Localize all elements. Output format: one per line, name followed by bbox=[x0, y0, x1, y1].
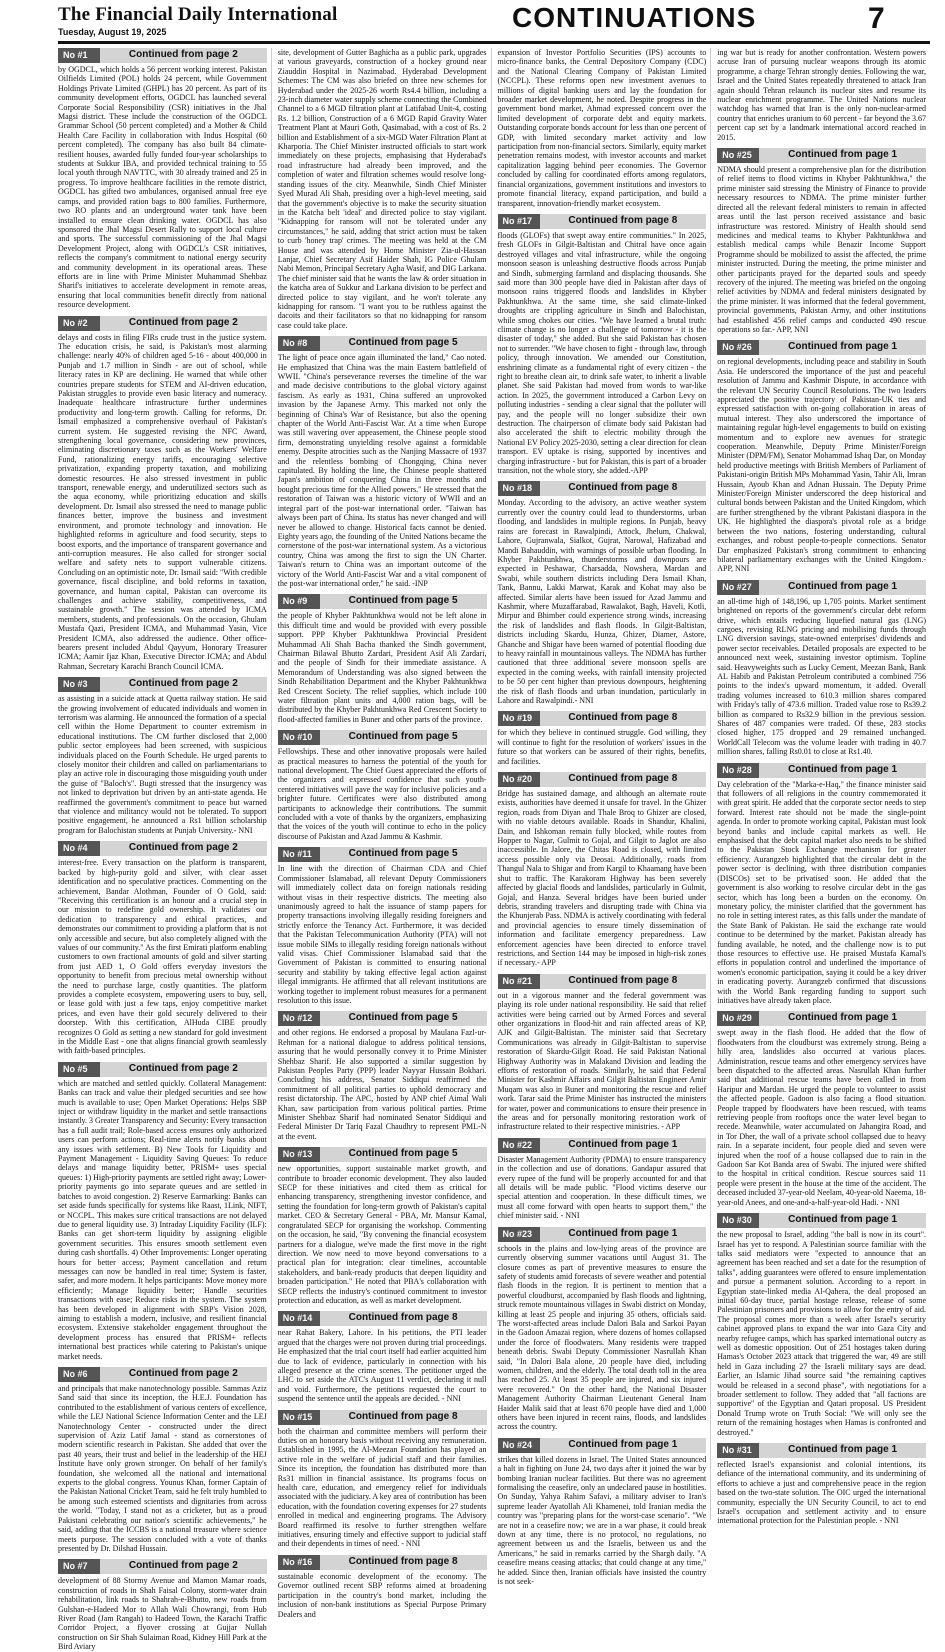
story-continued-label: Continued from page 5 bbox=[348, 595, 458, 607]
story bbox=[278, 1011, 487, 1141]
story-number: No #27 bbox=[717, 580, 759, 595]
story-body: In line with the direction of Chairman CDA and Chief Commissioner Islamabad, all relevant Deputy Commissioners will immediately collect data on foreign nationals residing without visas in their respective districts. The meeting also unanimously agreed to halt the issuance of stamp papers for property transactions involving illegally residing foreigners and strictly enforce the Tenancy Act. Furthermore, it was decided that the Pakistan Telecommunication Authority (PTA) will not issue mobile SIMs to illegally residing foreign nationals without valid visas. Chief Commissioner Islamabad said that the Government of Pakistan is committed to ensuring national security and stability by taking effective legal action against illegal immigrants. He affirmed that all relevant institutions are working together to implement robust measures for a permanent resolution to this issue. bbox=[277, 864, 487, 1005]
story-header bbox=[58, 1559, 267, 1574]
story-body: The light of peace once again illuminated the land," Cao noted. He emphasized that China was the main Eastern battlefield of WWII. "China's perseverance reverses the timeline of the war and made decisive contributions to the global victory against fascism. As early as 1931, China suffered an unprovoked invasion by the Japanese Army. This marked not only the beginning of China's War of Resistance, but also the opening chapter of the World Anti-Fascist War. At a time when Europe was still wavering over appeasement, the Chinese people stood firm, demonstrating unyielding resolve against a formidable enemy. Despite atrocities such as the Nanjing Massacre of 1937 and the relentless bombing of Chongqing, China never capitulated. By holding the line, the Chinese people shattered Japan's ambition of conquering China in three months and bought precious time for the Allied powers." He stressed that the restoration of Taiwan was a historic victory of WWII and an integral part of the post-war international order. "Taiwan has always been part of China. Its status has never changed and will never be allowed to change. Historical facts cannot be denied. Eighty years ago, the founding of the United Nations became the cornerstone of the post-war international system. As a victorious country, China was among the first to sign the UN Charter. Taiwan's return to China was an important outcome of the victory of the World Anti-Fascist War and a vital component of the post-war international order," he said. -INP bbox=[277, 353, 487, 588]
story-header bbox=[498, 481, 707, 496]
story-number: No #1 bbox=[58, 48, 100, 63]
story-header bbox=[498, 1438, 707, 1453]
story-body: Disaster Management Authority (PDMA) to ensure transparency in the collection and use of donations. Gandapur assured that every rupee of the fund will be properly accounted for and that all details will be made public. "Flood victims deserve our special attention and cooperation. In these difficult times, we must all come forward with open hearts to support them," the chief minister said. - NNI bbox=[497, 1154, 707, 1221]
story bbox=[278, 847, 487, 1005]
story-number: No #28 bbox=[717, 763, 759, 778]
story bbox=[717, 763, 926, 1006]
story-header bbox=[58, 1062, 267, 1077]
story bbox=[498, 481, 707, 705]
story-number: No #6 bbox=[58, 1367, 100, 1382]
story-number: No #3 bbox=[58, 677, 100, 692]
story-continued-label: Continued from page 1 bbox=[788, 1444, 898, 1456]
story-continued-label: Continued from page 8 bbox=[568, 712, 678, 724]
story-header bbox=[278, 847, 487, 862]
story-header bbox=[498, 974, 707, 989]
story-number: No #30 bbox=[717, 1213, 759, 1228]
story bbox=[717, 1443, 926, 1526]
story-header bbox=[717, 1011, 926, 1026]
story-continued-label: Continued from page 2 bbox=[128, 1368, 238, 1379]
story bbox=[717, 1213, 926, 1437]
story-header bbox=[278, 594, 487, 609]
story bbox=[58, 1062, 267, 1361]
story-body: interest-free. Every transaction on the platform is transparent, backed by high-purity gold and silver, with clear asset identification and no speculative practices. Commenting on the achievement, Bandar Alothman, Founder of O Gold, said: "Receiving this certification is an honour and a crucial step in our mission to redefine gold ownership. It validates our dedication to transparency and ethical practices, and demonstrates our commitment to providing a platform that is not only accessible and secure, but also completely aligned with the values of our community." As the first Emirati platform enabling customers to own fractional amounts of gold and silver starting from just AED 1, O Gold offers everyday investors the opportunity to benefit from precious metal ownership without the need to purchase large, costly quantities. The platform provides a complete ecosystem, empowering users to buy, sell, or lease gold with just a few taps, enjoy competitive market prices, and even have their gold securely delivered to their doorstep. With this certification, AlHuda CIBE proudly recognizes O Gold as setting a new standard for gold investment in the Middle East - one that aligns financial growth seamlessly with faith-based principles. bbox=[58, 858, 267, 1056]
story-continued-label: Continued from page 8 bbox=[348, 1312, 458, 1324]
story-number: No #14 bbox=[278, 1311, 320, 1326]
story-body: strikes that killed dozens in Israel. The United States announced a halt in fighting on June 24, two days after it joined the war by bombing Iranian nuclear facilities. But there was no agreement formalising the ceasefire, only an undeclared pause in hostilities. On Sunday, Yahya Rahim Safavi, a military adviser to Iran's supreme leader Ayatollah Ali Khamenei, told Iranian media the country was "preparing plans for the worst-case scenario". "We are not in a ceasefire now; we are in a war phase, it could break down at any time, there is no protocol, no regulations, no agreement between us and the Israelis, between us and the Americans," he said in remarks carried by the Shargh daily. "A ceasefire means ceasing attacks; that could change at any time," he added. Since then, Iranian officials have insisted the country is not seek- bbox=[497, 1454, 707, 1587]
story bbox=[498, 1438, 707, 1587]
publication-name: The Financial Daily International bbox=[58, 4, 338, 25]
story-body: as assisting in a suicide attack at Quetta railway station. He said the growing involvement of educated individuals and women in terrorism was alarming. He announced the formation of a special cell within the Home Department to counter extremism in educational institutions. The CM further disclosed that 2,000 public sector employees had been screened, with suspicious individuals placed on the Fourth Schedule. He urged parents to closely monitor their children and called on parliamentarians to play an active role in discouraging those misguiding youth under the guise of "Baloch's". Bugti stressed that the insurgency was not linked to deprivation but driven by an anti-state agenda. He reaffirmed the government's commitment to peace but warned that violence and militancy would not be tolerated. To support positive engagement, he announced a Rs1 billion scholarship program for Balochistan students at Punjab University.- NNI bbox=[58, 694, 267, 835]
story-body: the people of Khyber Pakhtunkhwa would not be left alone in this difficult time and would be provided with every possible support. PPP Khyber Pakhtunkhwa Provincial President Muhammad Ali Shah Bacha thanked the Sindh government, Chairman Bilawal Bhutto Zardari, President Asif Ali Zardari, and the people of Sindh for their immediate assistance. A Memorandum of Understanding was also signed between the Sindh Rehabilitation Department and the Khyber Pakhtunkhwa Red Crescent Society. The relief supplies, which include 100 water filtration plant units and 4,000 ration bags, will be distributed by the Khyber Pakhtunkhwa Red Crescent Society to flood-affected families in Buner and other parts of the province. bbox=[277, 611, 487, 724]
story bbox=[58, 677, 267, 835]
story bbox=[278, 1410, 487, 1549]
story-body: site, development of Gutter Baghicha as a public park, upgrades at various graveyards, construction of a hockey ground near Ziauddin Hospital in Nazimabad. Hyderabad Development Schemes: The CM was also briefed on three new schemes for Hyderabad under the 2025-26 worth Rs4.4 billion, including a 23-inch diameter water supply scheme connecting the Combined Channel to a 6 MGD filtration plant at Latifabad Unit-4, costing Rs. 1.2 billion, Construction of a 6 MGD Rapid Gravity Water Treatment Plant at Mauri Goth, Qasimabad, with a cost of Rs. 2 billion and Establishment of a six-MGD Water Filtration Plant at Kharporia. The Chief Minister instructed officials to start work immediately on these projects, emphasising that Hyderabad's road infrastructure had already been improved, and the completion of water and filtration schemes would resolve long-standing issues of the city. Meanwhile, Sindh Chief Minister Syed Murad Ali Shah, presiding over a high-level meeting, said that the government's objective is to make the security situation in the Katcha belt 'ideal' and directed police to stay vigilant. "Kidnapping for ransom will not be tolerated under any circumstances," he said, adding that strict action must be taken to curb 'honey trap' crimes. The meeting was held at the CM House and was attended by Home Minister Zia-ul-Hassan Lanjar, Chief Secretary Asif Haider Shah, IG Police Ghulam Nabi Memon, Principal Secretary Agha Wasif, and DIG Larkana. The chief minister said that he wants the law & order situation in the katcha area of Sukkur and Larkana division to be perfect and directed police to stay vigilant, and he won't tolerate any kidnapping for ransom. "I want you to be ruthless against the dacoits and their facilitators so that no kidnapping for ransom case could take place. bbox=[277, 48, 487, 330]
story-header bbox=[717, 580, 926, 595]
story-continued-label: Continued from page 2 bbox=[128, 49, 238, 60]
story-number: No #10 bbox=[278, 730, 320, 745]
story-body: out in a vigorous manner and the federal government was playing its role under national responsibility. He said that relief activities were being carried out by Armed Forces and several other organizations in flood-hit and rain affected areas of KP, AJK and Gilgit-Baltistan. The minister said that Secretary Communications was already in Gilgit-Baltistan to supervise restoration of Skardu-Gilgit Road. He said Pakistan National Highway Authority was in Malakand Division and leading the efforts of restoration of roads. Similarly, he said that Federal Minister for Kashmir Affairs and Gilgit Baltistan Engineer Amir Muqam was also in Buner and monitoring the rescue and relief work. Tarar said the Prime Minister has instructed the ministers for water, power and communications to ensure their presence in the areas and for personally monitoring restoration work of infrastructure related to their respective ministries. - APP bbox=[497, 990, 707, 1132]
story bbox=[498, 1227, 707, 1432]
story bbox=[278, 1555, 487, 1619]
story-continued-label: Continued from page 5 bbox=[348, 1148, 458, 1160]
story bbox=[58, 1559, 267, 1651]
story-number: No #24 bbox=[498, 1438, 540, 1453]
masthead bbox=[0, 0, 945, 40]
story-header bbox=[58, 677, 267, 692]
story-continued-label: Continued from page 2 bbox=[128, 1560, 238, 1572]
story bbox=[717, 580, 926, 757]
story bbox=[278, 48, 487, 330]
story-number: No #9 bbox=[278, 594, 320, 609]
story-header bbox=[58, 841, 267, 856]
story-continued-label: Continued from page 8 bbox=[348, 1410, 458, 1422]
story-continued-label: Continued from page 5 bbox=[348, 848, 458, 860]
story-header bbox=[498, 1138, 707, 1153]
story-body: floods (GLOFs) that swept away entire communities." In 2025, fresh GLOFs in Gilgit-Baltistan and Chitral have once again destroyed villages and vital infrastructure, while the ongoing monsoon season is unleashing destructive floods across Punjab and Sindh, submerging farmland and displacing thousands. She said more than 300 people have died in Pakistan after days of monsoon rains triggered floods and landslides in Khyber Pakhtunkhwa. At the same time, she said climate-linked droughts are crippling agriculture in Sindh and Balochistan, while smog chokes our cities. "We have learned a brutal truth: climate change is no longer a challenge of tomorrow - it is the disaster of today," she added. But she said Pakistan has chosen not to surrender. "We have chosen to fight - through law, through policy, through innovation. We amended our Constitution, enshrining climate as a fundamental right of every citizen - the right to breathe clean air, to drink safe water, to inherit a livable planet. She said Pakistan had moved from words to war-like action. In 2025, the government introduced a Carbon Levy on polluting industries - sending a clear signal that the polluter will pay, and the people will no longer subsidize their own destruction. The chairperson of climate body said Pakistan had also accelerated the shift to electric mobility through the National EV Policy 2025-2030, setting a clear direction for clean transport. EV uptake is rising, supported by incentives and charging infrastructure - but for Pakistan, this is part of a broader transition, not the whole story, she added.-APP bbox=[497, 230, 707, 476]
story-header bbox=[717, 1213, 926, 1228]
story bbox=[717, 48, 926, 142]
story-continued-label: Continued from page 1 bbox=[568, 1138, 678, 1150]
story-number: No #12 bbox=[278, 1011, 320, 1026]
story-body: schools in the plains and low-lying areas of the province are currently observing summer vacations until August 31. The closure comes as part of preventive measures to ensure the safety of students amid forecasts of severe weather and potential flash floods in the region. It is pertinent to mention that a powerful cloudburst, accompanied by flash floods and lightning, struck remote mountainous villages in Swabi district on Monday, killing at least 25 people and injuring 35 others, officials said. The worst-affected areas include Dalori Bala and Sarkoi Payan in the Gadoon Amazai region, where dozens of homes collapsed under the force of floodwaters. Many residents were trapped beneath debris. Swabi Deputy Commissioner Nasrullah Khan said, "In Dalori Bala alone, 20 people have died, including women, children, and the elderly. The total death toll in the area has reached 25. At least 35 people are injured, and six injured were recovered." On the other hand, the National Disaster Management Authority Chairman Lieutenant General Inam Haider Malik said that at least 670 people have died and 1,000 others have been injured in recent rains, floods, and landslides across the country. bbox=[497, 1243, 707, 1432]
story-number: No #5 bbox=[58, 1062, 100, 1077]
story-header bbox=[58, 48, 267, 63]
story-header bbox=[717, 763, 926, 778]
story-body: Fellowships. These and other innovative proposals were hailed as practical measures to harness the potential of the youth for national development. The Chief Guest appreciated the efforts of the organizers and expressed confidence that such youth-centered initiatives will pave the way for inclusive policies and a brighter future. Certificates were also distributed among participants to acknowledge their contributions. The summit concluded with a vote of thanks by the organizers, emphasizing that the voices of the youth will continue to echo in the policy discourse of Pakistan and Azad Jammu & Kashmir. bbox=[277, 747, 487, 841]
story-number: No #7 bbox=[58, 1559, 100, 1574]
page-number: 7 bbox=[868, 2, 885, 35]
story-continued-label: Continued from page 2 bbox=[128, 316, 238, 328]
story-continued-label: Continued from page 2 bbox=[128, 1062, 238, 1074]
story-body: new opportunities, support sustainable market growth, and contribute to broader economic development. They also lauded SECP for these initiatives and cited them as critical for enhancing transparency, strengthening investor confidence, and setting the foundation for long-term growth of Pakistan's capital market. CEO & Secretary General - PBA, Mr. Mansur Kamal, congratulated SECP for organising the workshop. Commenting on the occasion, he said, "By convening the financial ecosystem partners for a dialogue, we've made the first move in the right direction. We now need to move beyond conversations to a practical plan for integration: clear timelines, accountable stakeholders, and bank-ready products that deepen liquidity and broaden participation." He noted that PBA's collaboration with SECP reflects the industry's continued commitment to investor protection and education, as well as market development. bbox=[277, 1164, 487, 1305]
section-title: CONTINUATIONS bbox=[512, 2, 757, 33]
story bbox=[58, 316, 267, 672]
story-header bbox=[278, 1410, 487, 1425]
story-body: sustainable economic development of the economy. The Governor outlined recent SBP reforms aimed at broadening participation in the country's bond market, including the inclusion of non-bank institutions as Special Purpose Primary Dealers and bbox=[277, 1571, 487, 1619]
story-number: No #15 bbox=[278, 1410, 320, 1425]
story-header bbox=[717, 340, 926, 355]
story bbox=[717, 1011, 926, 1207]
story-body: expansion of Investor Portfolio Securities (IPS) accounts to micro-finance banks, the Central Depository Company (CDC) and the National Clearing Company of Pakistan Limited (NCCPL). These reforms open new investment avenues to millions of digital banking users and lay the foundation for broader market development, he noted. Despite progress in the government bond market, Ahmad expressed concern over the limited development of corporate debt and equity markets. Outstanding corporate bonds account for less than one percent of GDP, with limited secondary market activity and low participation from non-financial sectors. Similarly, equity market penetration remains modest, with investor accounts and market capitalization lagging behind peer economies. The Governor concluded by calling for coordinated efforts among regulators, financial organizations, government institutions and investors to promote financial literacy, expand participation, and build a transparent, innovation-friendly market ecosystem. bbox=[497, 48, 707, 208]
story-body: Monday. According to the advisory, an active weather system currently over the country could lead to thunderstorms, urban flooding, and landslides in multiple regions. In Punjab, heavy rains are forecast in Rawalpindi, Attock, Jhelum, Chakwal, Lahore, Gujranwala, Sialkot, Gujrat, Narowal, Hafizabad and Mandi Bahauddin, with warnings of possible urban flooding. In Khyber Pakhtunkhwa, thunderstorms and downpours are expected in Peshawar, Charsadda, Nowshera, Mardan and Swabi, while southern districts including Dera Ismail Khan, Tank, Bannu, Lakki Marwat, Karak and Kohat may also be affected. Similar alerts have been issued for Azad Jammu and Kashmir, where Muzaffarabad, Rawalakot, Bagh, Haveli, Kotli, Mirpur and Bhimber could experience strong winds, increasing the risk of landslides and flash floods. In Gilgit-Baltistan, districts including Skardu, Hunza, Ghizer, Diamer, Astore, Ghanche and Shigar have been warned of potential flooding due to heavy rainfall in mountainous valleys. The NDMA has further cautioned that three additional severe monsoon spells are expected in the coming weeks, with rainfall intensity projected to be 50 per cent higher than previous downpours, heightening the risk of flash floods and urban inundation, particularly in Lahore and Rawalpindi.- NNI bbox=[497, 498, 707, 705]
story-continued-label: Continued from page 8 bbox=[348, 1555, 458, 1567]
story-number: No #13 bbox=[278, 1147, 320, 1162]
story-header bbox=[498, 1227, 707, 1242]
column-2 bbox=[277, 48, 492, 1619]
story bbox=[498, 711, 707, 766]
story-body: swept away in the flash flood. He added that the flow of floodwaters from the cloudburst was extremely strong. Being a hilly area, landslides also occurred at various places. Administration, rescue teams and other emergency services have been dispatched to the affected areas. Nasrullah Khan further said that additional rescue teams have been called in from Haripur and Mardan. He urged the people to volunteer to assist the affected people. Gadoon is also facing a flood situation. People trapped by floodwaters have been rescued, with teams retrieving people from rooftops once the water level began to recede. Meanwhile, water accumulated on Jahangira Road, and in Tor Dher, the wall of a private school collapsed due to heavy rain. In a separate incident, four people died and seven were injured when the roof of a house collapsed due to rain in the Gadoon Sar Kot Banda area of Swabi. The injured were shifted to the hospital in critical condition. Rescue sources said 11 people were present in the house at the time of the accident. The deceased included 37-year-old Neelam, 40-year-old Naeema, 18-year-old Anees, and one-and-a-half-year-old Hadi. - NNI bbox=[717, 1028, 926, 1207]
story-header bbox=[58, 1367, 267, 1382]
story-body: development of 88 Stormy Avenue and Mamon Mamar roads, construction of roads in Shah Faisal Colony, storm-water drain rehabilitation, link roads to Shahrah-e-Bhutto, new roads from Gulshan-e-Hadeed Mor to Allah Wali Chowrangi, from Hub River Road (Jam Rangah) to Hadeed Town, the Karachi Traffic Corridor Project, a flyover crossing at Gujjar Nullah construction on Sir Shah Sulaiman Road, Kidney Hill Park at the Bird Aviary bbox=[58, 1576, 267, 1652]
story-number: No #26 bbox=[717, 340, 759, 355]
story bbox=[278, 1311, 487, 1403]
story-body: Day celebration of the "Marka-e-Haq," the finance minister said that followers of all religions in the country commemorated it with great spirit. He added that the corporate sector needs to step forward. Interest rate should not be made the single-point agenda. In order to promote working capital, Pakistan must look beyond banks and include capital markets as well. He emphasised that the debt capital market also needs to be shifted to the Pakistan Stock Exchange mechanism for greater efficiency. Aurangzeb highlighted that the circular debt in the power sector is declining, with three distribution companies (DISCOs) set to be privatised soon. He added that the government is also working to resolve circular debt in the gas sector, which has long been a burden on the economy. On monetary policy, the minister clarified that the government has no role in setting interest rates, as this falls under the mandate of the State Bank of Pakistan. He said the exchange rate would continue to be determined by the market. Pakistan already has funding available, he noted, and the challenge now is to put those resources to effective use. He praised Mustafa Kamal's efforts in population control and underlined the importance of women's economic participation, saying it could be a key driver in eradicating poverty. Aurangzeb confirmed that discussions with the World Bank regarding funding to support such initiatives have already taken place. bbox=[717, 779, 926, 1005]
story-continued-label: Continued from page 1 bbox=[788, 1214, 898, 1226]
story-body: ing war but is ready for another confrontation. Western powers accuse Iran of pursuing nuclear weapons through its atomic programme, a charge Tehran strongly denies. Following the war, Israel and the United States repeatedly threatened to attack Iran again should Tehran relaunch its nuclear sites and resume its nuclear enrichment programme. The United Nations nuclear watchdog has warned that Iran is the only non-nuclear-armed country that enriches uranium to 60 percent - far beyond the 3.67 percent cap set by a landmark international accord reached in 2015. bbox=[717, 48, 926, 142]
story-number: No #20 bbox=[498, 772, 540, 787]
story-continued-label: Continued from page 1 bbox=[788, 763, 898, 775]
story bbox=[498, 974, 707, 1132]
story-body: NDMA should present a comprehensive plan for the distribution of relief items to flood victims in Khyber Pakhtunkhwa," the prime minister said stressing the Ministry of Finance to provide necessary resources to NDMA. The prime minister further directed all the relevant federal ministers to remain in affected areas until the last person received assistance and basic infrastructure was restored. Ministry of Health should send medicines and medical teams to Khyber Pakhtunkhwa and establish medical camps while Benazir Income Support Programme should be mobilized to assist the affected, the prime minister instructed. During the meeting, the prime minister and other participants prayed for the departed souls and speedy recovery of the injured. The meeting was briefed on the ongoing relief activities by NDMA and federal ministers designated by the prime minister. It was informed that the federal government, provincial governments, Pakistan Army, and other institutions had established 456 relief camps and conducted 490 rescue operations so far.- APP, NNI bbox=[717, 165, 926, 334]
column-3 bbox=[497, 48, 712, 1587]
story-number: No #25 bbox=[717, 148, 759, 163]
story-continued-label: Continued from page 1 bbox=[788, 580, 898, 592]
story-header bbox=[58, 316, 267, 331]
story-number: No #17 bbox=[498, 214, 540, 229]
story-header bbox=[498, 711, 707, 726]
story bbox=[498, 1138, 707, 1221]
story bbox=[278, 594, 487, 724]
story-continued-label: Continued from page 8 bbox=[568, 974, 678, 986]
story-continued-label: Continued from page 1 bbox=[788, 149, 898, 161]
story bbox=[58, 841, 267, 1056]
story-number: No #23 bbox=[498, 1227, 540, 1242]
story-continued-label: Continued from page 8 bbox=[568, 773, 678, 785]
story-continued-label: Continued from page 1 bbox=[568, 1227, 678, 1239]
story-body: delays and costs in filing FIRs crude trust in the justice system. The education crisis, he said, is Pakistan's most alarming challenge: nearly 40% of children aged 5-16 - about 400,000 in Punjab and 1.7 million in Sindh - are out of school, while literacy rates in KP are declining. He warned that while other countries prepare students for STEM and AI-driven education, Pakistan struggles to provide even basic literacy and numeracy. Inadequate healthcare infrastructure further undermines productivity and long-term growth. Calling for reforms, Dr. Ismail emphasized a comprehensive overhaul of Pakistan's current system. He suggested revising the NFC Award, strengthening local governance, considering new provinces, eliminating discretionary taxes such as the Workers' Welfare Fund, rationalizing energy tariffs, encouraging selective privatization, expanding property taxation, and mobilizing domestic resources. He also stressed investment in public transport, renewable energy, and underutilized sectors such as the aqua economy, while prioritizing education and skills development. Dr. Ismail also stressed the need to manage public finances better, improve the business and investment environment, and promote technology and innovation. He highlighted reforms in agriculture and food security, steps to boost exports, and the importance of transparent governance and anti-corruption measures. He also called for stronger social welfare and safety nets to support vulnerable citizens. Concluding on an optimistic note, Dr. Ismail said: "With credible governance, fiscal discipline, and bold reforms in taxation, governance, and human capital, Pakistan can overcome its challenges and achieve stability, competitiveness, and sustainable growth." The session was attended by ICMA members, students, and professionals. On the occasion, Ghulam Mustafa Qazi, President ICMA, and Muhammad Yasin, Vice President ICMA, also addressed the audience. Other office-bearers present included Abdul Qayyum, Honorary Treasurer ICMA; Aamir Ijaz Khan, Executive Director ICMA; and Abdul Rahman, Secretary Karachi Branch Council ICMA. bbox=[58, 332, 267, 671]
header-rule bbox=[58, 41, 930, 44]
story-number: No #8 bbox=[278, 336, 320, 351]
story-body: reflected Israel's expansionist and colonial intentions, its defiance of the international community, and its undermining of efforts to achieve a just and comprehensive peace in the region based on the two-state solution. The OIC urged the international community, especially the UN Security Council, to act to end Israel's occupation and settlement activity and to ensure international protection for the Palestinian people. - NNI bbox=[717, 1460, 926, 1526]
story bbox=[58, 1367, 267, 1553]
column-4 bbox=[717, 48, 930, 1526]
story-continued-label: Continued from page 1 bbox=[568, 1438, 678, 1450]
issue-date: Tuesday, August 19, 2025 bbox=[58, 27, 167, 37]
story bbox=[278, 336, 487, 588]
story-number: No #29 bbox=[717, 1011, 759, 1026]
story-header bbox=[278, 730, 487, 745]
story bbox=[717, 148, 926, 334]
story-continued-label: Continued from page 5 bbox=[348, 1012, 458, 1024]
story bbox=[498, 772, 707, 968]
story-number: No #4 bbox=[58, 841, 100, 856]
story-body: on regional developments, including peace and stability in South Asia. He underscored the importance of the just and peaceful resolution of Jammu and Kashmir Dispute, in accordance with the relevant UN Security Council Resolutions. The two leaders appreciated the positive trajectory of Pakistan-UK ties and expressed satisfaction with on-going collaboration in areas of mutual interest. They also underscored the importance of maintaining regular high-level engagements to build on existing momentum and to explore new avenues for strategic cooperation. Meanwhile, Deputy Prime Minister/Foreign Minister (DPM/FM), Senator Mohammad Ishaq Dar, on Monday held productive meetings with British Members of Parliament of Pakistani-origin British MPs Mohammad Yasin, Tahir Ali, Imran Hussain, Ayoub Khan and Adnan Hussain. The Deputy Prime Minister/Foreign Minister underscored the deep historical and cultural bonds between Pakistan and the United Kingdom, which are further strengthened by the vibrant Pakistani diaspora in the UK. He highlighted the diaspora's pivotal role as a bridge between the two nations, fostering understanding, cultural exchanges, and robust people-to-people connections. Senator Dar emphasized Pakistan's strong commitment to enhancing bilateral parliamentary exchanges with the United Kingdom.- APP, NNI bbox=[717, 357, 926, 574]
story-body: for which they believe in continued struggle. God willing, they will continue to fight for the resolution of workers' issues in the future so that workers can be assured of their rights, benefits, and facilities. bbox=[497, 728, 707, 766]
story-body: both the chairman and committee members will perform their duties on an honorary basis without receiving any remuneration. Established in 1995, the Al-Meezan Foundation has played an active role in the welfare of judicial staff and their families. Since its inception, the foundation has distributed more than Rs31 million in financial assistance. Its programs focus on health care, education, and emergency relief for individuals associated with the judiciary. A key area of contribution has been education, with the foundation covering expenses for 27 students enrolled in medical and engineering programs. The Advisory Board reaffirmed its resolve to further strengthen welfare initiatives, ensuring timely and effective support to judicial staff and their dependents in times of need. - NNI bbox=[277, 1426, 487, 1549]
story bbox=[498, 48, 707, 208]
story-body: and other regions. He endorsed a proposal by Maulana Fazl-ur-Rehman for a national dialogue to address political tensions, assuring that he would personally convey it to Prime Minister Shehbaz Sharif. He also supported a similar suggestion by Pakistan Peoples Party (PPP) leader Nayyar Hussain Bokhari. Concluding his address, Senator Siddiqui reaffirmed the commitment of all political parties to uphold democracy and resist dictatorship. The APC, hosted by ANP chief Aimal Wali Khan, saw participation from various political parties. Prime Minister Shehbaz Sharif had nominated Senator Siddiqui and Federal Minister Dr Tariq Fazal Chaudhry to represent PML-N at the event. bbox=[277, 1028, 487, 1141]
story-number: No #16 bbox=[278, 1555, 320, 1570]
story-continued-label: Continued from page 5 bbox=[348, 731, 458, 743]
story-header bbox=[278, 1011, 487, 1026]
story-continued-label: Continued from page 8 bbox=[568, 482, 678, 494]
column-1 bbox=[58, 48, 272, 1652]
story-header bbox=[278, 1147, 487, 1162]
story-body: by OGDCL, which holds a 56 percent working interest. Pakistan Oilfields Limited (POL) holds 24 percent, while Government Holdings Private Limited (GHPL) has 20 percent. As part of its community development efforts, OGDCL has launched several Corporate Social Responsibility (CSR) initiatives in the Jhal Magsi district. These include the construction of the OGDCL Grammar School (50 percent completed) and a Mother & Child Health Care Facility in collaboration with Indus Hospital (60 percent completed). The company has also built 84 climate-resilient houses, awarded fully funded four-year scholarships to students at Sukkur IBA, and provided technical training to 55 local youth through NAVTTC, with 30 already trained and 25 in progress. To improve healthcare facilities in the remote district, OGDCL has gifted two ambulances, organised annual free eye camps, and provided ration bags to 800 families. Furthermore, two RO plants and an underground water tank have been installed to ensure clean drinking water. OGDCL has also sponsored the Jhal Magsi Desert Rally to support local culture and sports. The successful commissioning of the Jhal Magsi Development Project, along with OGDCL's CSR initiatives, reflects the company's commitment to national energy security and community development in its operational areas. These efforts are in line with Prime Minister Muhammad Shehbaz Sharif's initiatives to accelerate development in remote areas, ensuring that local communities benefit directly from national resource development. bbox=[58, 65, 267, 310]
story-number: No #11 bbox=[278, 847, 320, 862]
story-number: No #22 bbox=[498, 1138, 540, 1153]
story-header bbox=[498, 214, 707, 229]
story bbox=[58, 48, 267, 310]
story-number: No #31 bbox=[717, 1443, 759, 1458]
story-body: and principals that make nanotechnology possible. Sammas Aziz Sand said that since its inception, the H.E.J. Foundation has contributed to the establishment of various centers of excellence, while the LEJ National Science Information Center and the LEJ Nanotechnology Center - constructed under the direct supervision of Aziz Latif Jamal - stand as cornerstones of modern scientific research in Pakistan. She added that over the past 40 years, their trust and belief in the leadership of the HEJ Institute have only grown stronger. On behalf of her family's foundation, she welcomed all the national and international experts to the global congress. Younus Khan, former Captain of the Pakistan National Cricket Team, said he felt truly humbled to be among such esteemed scientists and dignitaries from across the world. "Today, I stand not as a cricketer, but as a proud Pakistani celebrating our nation's scientific achievements," he said, adding that the ICCBS is a national treasure where science meets purpose. The session concluded with a vote of thanks presented by Dr. Dilshad Hussain. bbox=[58, 1384, 267, 1553]
story-header bbox=[278, 1555, 487, 1570]
story-header bbox=[498, 772, 707, 787]
story bbox=[498, 214, 707, 476]
story-body: the new proposal to Israel, adding "the ball is now in its court". Israel has yet to respond. A Palestinian source familiar with the talks said mediators were "expected to announce that an agreement has been reached and set a date for the resumption of talks", adding guarantees were offered to ensure implementation and pursue a permanent solution. According to a report in Egyptian state-linked media Al-Qahera, the deal proposed an initial 60-day truce, partial hostage release, release of some Palestinian prisoners and provisions to allow for the entry of aid. The proposal comes more than a week after Israel's security cabinet approved plans to expand the war into Gaza City and nearby refugee camps, which has sparked international outcry as well as domestic opposition. Out of 251 hostages taken during Hamas's October 2023 attack that triggered the war, 49 are still held in Gaza including 27 the Israeli military says are dead. Earlier, an Islamic Jihad source said "the remaining captives would be released in a second phase", with negotiations for a broader settlement to follow. They added that "all factions are supportive" of the Egyptian and Qatari proposal. US President Donald Trump wrote on Truth Social: "We will only see the return of the remaining hostages when Hamas is confronted and destroyed." bbox=[717, 1230, 926, 1437]
columns bbox=[58, 48, 930, 1652]
story-header bbox=[717, 1443, 926, 1458]
story-continued-label: Continued from page 2 bbox=[128, 678, 238, 690]
story-body: which are matched and settled quickly. Collateral Management: Banks can track and value their pledged securities and see how much is available to use; Open Market Operations: Helps SBP inject or withdraw liquidity in the market and settle transactions instantly. 3 Greater Transparency and Security: Every transaction has a full audit trail; Role-based access ensures only authorized users can perform actions; Real-time alerts notify banks about any issues with settlement. B) New Tools for Liquidity and Payment Management - Liquidity Saving Queues: To reduce delays and manage liquidity better, PRISM+ uses special queues: 1) High-priority payments are settled right away; Lower-priority payments go into separate queues and are settled in batches to avoid congestion. 2) Reserve Earmarking: Banks can set aside funds specifically for systems like Raast, 1Link, NIFT, or NCCPL. This makes sure critical transactions are not delayed due to general liquidity use. 3) Intraday Liquidity Facility (ILF): Banks can get short-term liquidity by assigning eligible government securities. This ensures smooth settlement even during cash shortfalls. 4) Other Improvements: Longer operating hours for better access; Payment cancellation and return messages can now be handled in real time; System is faster, safer, and more modern. It helps participants: Move money more efficiently; Manage liquidity better; Handle securities transactions with ease; Reduce risks in the system. The system has been developed in alignment with SBP's Vision 2028, aiming to establish a modern, inclusive, and resilient financial ecosystem. Extensive stakeholder engagement throughout the development process has ensured that PRISM+ reflects international best practices while catering to Pakistan's unique market needs. bbox=[58, 1078, 267, 1361]
story-continued-label: Continued from page 1 bbox=[788, 1012, 898, 1024]
story-number: No #2 bbox=[58, 316, 100, 331]
story-header bbox=[278, 1311, 487, 1326]
story-continued-label: Continued from page 1 bbox=[788, 341, 898, 353]
story-continued-label: Continued from page 2 bbox=[128, 842, 238, 854]
story-number: No #19 bbox=[498, 711, 540, 726]
story-header bbox=[717, 148, 926, 163]
story-body: Bridge has sustained damage, and although an alternate route exists, authorities have deemed it unsafe for travel. In the Ghizer region, roads from Diyan and Thale Broq to Ghizer are closed, with no viable detours available. Roads in Shandur, Khalini, Dain, and Ishkoman remain fully blocked, while routes from Hopper to Nagar, Gulmit to Gojal, and Gilgit to Jaglot are also inaccessible. In Jalore, the Chitas Road is closed, with limited access possible only via Deosai. Additionally, roads from Thangul Nala to Shigar and from Kargil to Khaamang have been shut to traffic. The Karakoram Highway has been severely affected by glacial floods and landslides, particularly in Gulmit, Gojal, and Hanza. Several bridges have been buried under debris, stranding travelers and disrupting trade with China via the Khunjerab Pass. NDMA is actively coordinating with federal and provincial agencies to ensure timely dissemination of information and facilitate emergency preparedness. Law enforcement agencies have been directed to enforce travel restrictions, and Section 144 may be imposed in high-risk zones if necessary.- APP bbox=[497, 789, 707, 968]
story-header bbox=[278, 336, 487, 351]
story-number: No #21 bbox=[498, 974, 540, 989]
story-body: near Rahat Bakery, Lahore. In his petitions, the PTI leader argued that the charges were not proven during trial proceedings. He emphasized that the trial court itself had earlier acquitted him due to lack of evidence, particularly in connection with his alleged presence at the crime scenes. The petitioner urged the LHC to set aside the ATC's August 11 verdict, declaring it null and void. Furthermore, the petitions requested the court to suspend the sentence until the appeals are decided. - NNI bbox=[277, 1328, 487, 1404]
story-continued-label: Continued from page 5 bbox=[348, 337, 458, 349]
story bbox=[278, 730, 487, 841]
story bbox=[717, 340, 926, 573]
story-continued-label: Continued from page 8 bbox=[568, 214, 678, 226]
story-number: No #18 bbox=[498, 481, 540, 496]
story bbox=[278, 1147, 487, 1305]
story-body: an all-time high of 148,196, up 1,705 points. Market sentiment brightened on reports of the government's circular debt reform drive, which entails reducing liquefied natural gas (LNG) cargoes, revising RLNG pricing and mobilising funds through LNG diversion savings, state-owned enterprises' dividends and power sector receivables. Detailed proposals are expected to be announced next week, sustaining investor optimism. Topline said. Heavyweights such as Lucky Cement, Meezan Bank, Bank AL Habib and Pakistan Petroleum contributed a combined 756 points to the index's upward momentum, it added. Overall trading volumes increased to 610.3 million shares compared with Friday's tally of 473.6 million. Traded value rose to Rs39.2 billion as compared to Rs32.9 billion in the previous session. Shares of 487 companies were traded. Of these, 283 stocks closed higher, 175 dropped and 29 remained unchanged. WorldCall Telecom was the volume leader with trading in 40.7 million shares, falling Rs0.01 to close at Rs1.40. bbox=[717, 596, 926, 757]
